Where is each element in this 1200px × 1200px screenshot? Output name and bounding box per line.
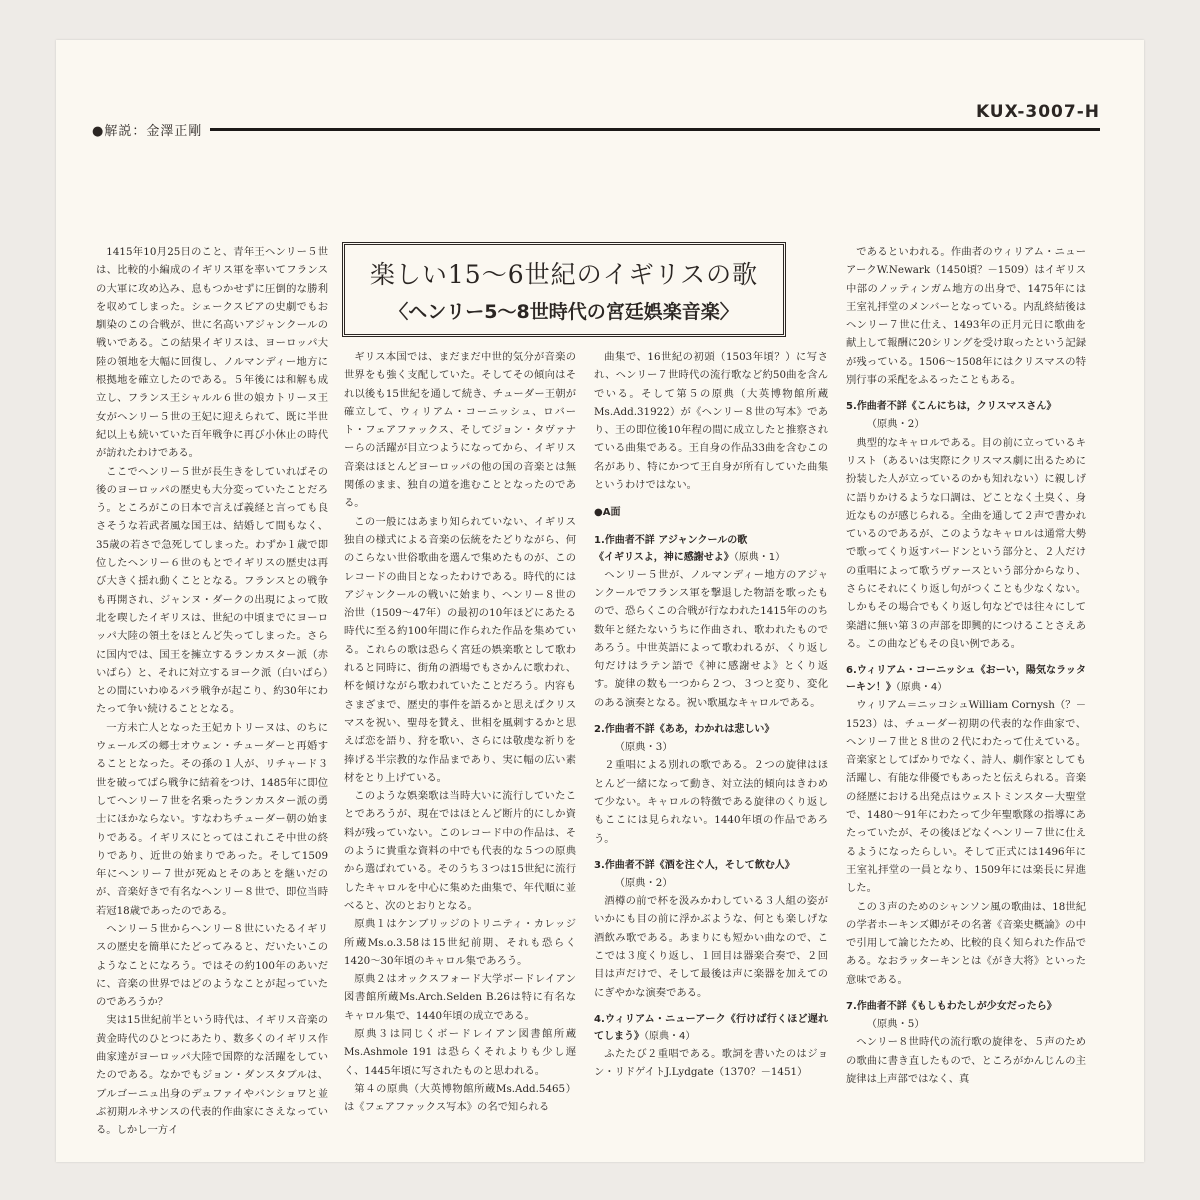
text-column-4: [846, 243, 1086, 1153]
paragraph: この一般にはあまり知られていない、イギリス独自の様式による音楽の伝統をたどりながら、何のこらない世俗歌曲を選んで集めたものが、このレコードの曲目となったわけである。時代的にはアジャンクールの戦いに始まり、ヘンリー８世の治世（1509～47年）の最初の10年ほどにあたる時代に至る約100年間に作られた作品を集めている。これらの歌は恐らく宮廷の娯楽歌として歌われると同時に、街角の酒場でもさかんに歌われ、杯を傾けながら歌われていたことだろう。内容もさまざまで、歴史的事件を語るかと思えばクリスマスを祝い、聖母を賛え、世相を風刺するかと思えば恋を語り、狩を歌い、さらには敬虔な祈りを捧げる半宗教的な作品まであり、実に幅の広い素材をとり上げている。: [344, 515, 576, 784]
track-description: 酒樽の前で杯を汲みかわしている３人組の姿がいかにも目の前に浮かぶような、何とも楽しげな酒飲み歌である。あまりにも短かい曲なので、ここでは３度くり返し、１回目は器楽合奏で、２回目は声だけで、そして最後は声に楽器を加えてのにぎやかな演奏である。: [594, 895, 828, 999]
track-description: ふたたび２重唱である。歌詞を書いたのはジョン・リドゲイトJ.Lydgate（1370？－1451）: [594, 1047, 828, 1079]
paragraph: 原典３は同じくボードレイアン図書館所蔵Ms.Ashmole 191 は恐らくそれよりも少し遅く、1445年頃に写されたものと思われる。: [344, 1027, 576, 1077]
track-source: （原典・2）: [614, 876, 673, 889]
title-box: [342, 242, 786, 337]
track-description: ２重唱による別れの歌である。２つの旋律はほとんど一緒になって動き、対立法的傾向はきわめて少ない。キャロルの特徴である旋律のくり返しもここには見られない。1440年頃の作品であろう。: [594, 759, 828, 845]
track-description: ヘンリー８世時代の流行歌の旋律を、５声のための歌曲に書き直したもので、ところがかんじんの主旋律は上声部ではなく、真: [846, 1036, 1086, 1085]
paragraph: 一方未亡人となった王妃カトリーヌは、のちにウェールズの郷士オウェン・チューダーと再婚することとなった。その孫の１人が、リチャード３世を破ってばら戦争に結着をつけ、1485年に即位してヘンリー７世を名乗ったランカスター派の勇士にほかならない。すなわちチューダー朝の始まりである。イギリスにとってはこれこそ中世の終りであり、近世の始まりであった。そして1509年にヘンリー７世が死ぬとそのあとを継いだのが、音楽好きで有名なヘンリー８世で、即位当時若冠18歳であったのである。: [96, 721, 328, 917]
track-title: 2.作曲者不詳《ああ，わかれは悲しい》: [594, 724, 775, 736]
paragraph: ここでヘンリー５世が長生きをしていればその後のヨーロッパの歴史も大分変っていたことだろう。ところがこの日本で言えば義経と言っても良さそうな若武者風な国王は、結婚して間もなく、35歳の若さで急死してしまった。わずか１歳で即位したヘンリー６世のもとでイギリスの歴史は再び大きく揺れ動くこととなる。フランスとの戦争も再開され、ジャンヌ・ダークの出現によって敗北を喫したイギリスは、世紀の中頃までにヨーロッパ大陸の領土をほとんど失ってしまった。さらに国内では、国王を擁立するランカスター派（赤いばら）と、それに対立するヨーク派（白いばら）との間にいわゆるバラ戦争が起こり、約30年にわたって争い続けることとなる。: [96, 465, 328, 716]
track-title: 5.作曲者不詳《こんにちは，クリスマスさん》: [846, 401, 1057, 413]
paragraph: ヘンリー５世からヘンリー８世にいたるイギリスの歴史を簡単にたどってみると、だいたいこのようなことになろう。ではその約100年のあいだに、音楽の世界ではどのようなことが起っていたのであろうか？: [96, 922, 328, 1009]
commentary-credit: ●解説：金澤正剛: [92, 120, 210, 139]
track-source: （原典・4）: [895, 682, 948, 694]
track-heading-3: [594, 857, 828, 874]
track-source: （原典・1）: [733, 551, 786, 563]
catalog-number: KUX-3007-H: [975, 102, 1100, 122]
paragraph: 1415年10月25日のこと、青年王ヘンリー５世は、比較的小編成のイギリス軍を率いてフランスの大軍に攻め込み、息もつかせずに圧倒的な勝利を収めてしまった。シェークスピアの史劇でもお馴染のこの合戦が、世に名高いアジャンクールの戦いである。この結果イギリスは、ヨーロッパ大陸の領地を大幅に回復し、ノルマンディー地方に根拠地を確立したのである。５年後には和解も成立し、フランス王シャルル６世の娘カトリーヌ王女がヘンリー５世の王妃に迎えられて、既に半世紀以上も続いていた百年戦争に再び小休止の時代が訪れたわけである。: [96, 246, 328, 460]
album-title: 楽しい15～6世紀のイギリスの歌: [369, 260, 759, 289]
track-description: ヘンリー５世が、ノルマンディー地方のアジャンクールでフランス軍を撃退した物語を歌ったもので、恐らくこの合戦が行なわれた1415年ののち数年と経たないうちに作曲され、歌われたものであろう。中世英語によって歌われるが、くり返し句だけはラテン語で《神に感謝せよ》とくり返す。旋律の数も一つから２つ、３つと変り、変化のある演奏となる。祝い歌風なキャロルである。: [594, 568, 828, 709]
paragraph: 原典２はオックスフォード大学ボードレイアン図書館所蔵Ms.Arch.Selden B.26は特に有名なキャロル集で、1440年頃の成立である。: [344, 973, 576, 1022]
header-rule: [96, 128, 1100, 131]
album-subtitle: 〈ヘンリー5～8世時代の宮廷娯楽音楽〉: [389, 301, 739, 323]
track-heading-7: [846, 998, 1086, 1015]
track-heading-6: [846, 662, 1086, 696]
text-column-3: [594, 348, 828, 1153]
track-title: 1.作曲者不詳 アジャンクールの歌: [594, 534, 748, 546]
track-title: 7.作曲者不詳《もしもわたしが少女だったら》: [846, 1000, 1057, 1012]
text-column-1: [96, 243, 328, 1153]
side-a-heading: ●A面: [594, 507, 621, 519]
text-column-2: [344, 348, 576, 1153]
track-heading-1: [594, 532, 828, 566]
track-source: （原典・4）: [644, 1030, 696, 1042]
track-heading-5: [846, 398, 1086, 415]
track-title: 3.作曲者不詳《酒を注ぐ人，そして飲む人》: [594, 859, 795, 871]
track-source: （原典・5）: [866, 1017, 925, 1030]
track-description: ウィリアム＝ニッコシュWilliam Cornysh（？－1523）は、チューダー初期の代表的な作曲家で、ヘンリー７世と８世の２代にわたって仕えている。音楽家としてばかりでなく、詩人、劇作家としても活躍し、有能な俳優でもあったと伝えられる。音楽の経歴における出発点はウェストミンスター大聖堂で、1480～91年にわたって少年聖歌隊の指導にあたっていたが、その後ほどなくヘンリー７世に仕えるようになったらしい。そして正式には1496年に王室礼拝堂の一員となり、1509年には楽長に昇進した。: [846, 699, 1086, 895]
track-title: 4.ウィリアム・ニューアーク《行けば行くほど遅れてしまう》: [594, 1013, 828, 1042]
paragraph: であるといわれる。作曲者のウィリアム・ニューアークW.Newark（1450頃？－1509）はイギリス中部のノッティンガム地方の出身で、1475年には王室礼拝堂のメンバーとなっている。内乱終結後はヘンリー７世に仕え、1493年の正月元日に歌曲を献上して報酬に20シリングを受け取ったという記録が残っている。1506～1508年にはクリスマスの特別行事の采配をふるったこともある。: [846, 246, 1086, 387]
track-source: （原典・3）: [614, 741, 673, 754]
paragraph: ギリス本国では、まだまだ中世的気分が音楽の世界をも強く支配していた。そしてその傾向はそれ以後も15世紀を通して続き、チューダー王朝が確立して、ウィリアム・コーニッシュ、ロバート・フェアファックス、そしてジョン・タヴァナーらの活躍が目立つようになってから、イギリス音楽はほとんどヨーロッパの他の国の音楽とは無関係のまま、独自の道を進むこととなったのである。: [344, 351, 576, 510]
track-source: （原典・2）: [866, 418, 925, 431]
track-heading-2: [594, 721, 828, 738]
paragraph: 第４の原典（大英博物館所蔵Ms.Add.5465）は《フェアファックス写本》の名で知られる: [344, 1082, 576, 1114]
track-heading-4: [594, 1011, 828, 1045]
track-title: 6.ウィリアム・コーニッシュ《おーい，陽気なラッターキン！》: [846, 665, 1086, 694]
track-subtitle: 《イギリスよ，神に感謝せよ》: [594, 551, 734, 563]
liner-notes-sheet: [56, 40, 1144, 1162]
paragraph: このような娯楽歌は当時大いに流行していたことであろうが、現在ではほとんど断片的にしか資料が残っていない。このレコード中の作品は、そのように貴重な資料の中でも代表的な５つの原典から選ばれている。そのうち３つは15世紀に流行したキャロルを中心に集めた曲集で、年代順に並べると、次のとおりとなる。: [344, 790, 576, 912]
paragraph: 実は15世紀前半という時代は、イギリス音楽の黄金時代のひとつにあたり、数多くのイギリス作曲家達がヨーロッパ大陸で国際的な活躍をしていたのである。なかでもジョン・ダンスタブルは、ブルゴーニュ出身のデュファイやバンショワと並ぶ初期ルネサンスの代表的作曲家にさえなっている。しかし一方イ: [96, 1014, 328, 1137]
paragraph: 曲集で、16世紀の初頭（1503年頃？）に写され、ヘンリー７世時代の流行歌など約50曲を含んでいる。そして第５の原典（大英博物館所蔵Ms.Add.31922）が《ヘンリー８世の写本》であり、王の即位後10年程の間に成立したと推察されている曲集である。王自身の作品33曲を含むこの名があり、特にかつて王自身が所有していた曲集というわけではない。: [594, 351, 828, 492]
track-description: 典型的なキャロルである。目の前に立っているキリスト（あるいは実際にクリスマス劇に出るために扮装した人が立っているのかも知れない）に親しげに語りかけるような口調は、どことなく土臭く、身近なものが感じられる。全曲を通して２声で書かれているのであるが、このようなキャロルは通常大勢で歌ってくり返すバードンという部分と、２人だけの重唱によって歌うヴァースという部分からなり、さらにそれにくり返し句がつくことも少なくない。しかもその場合でもくり返し句などでは往々にして楽譜に無い第３の声部を即興的につけることさえある。この曲などもその良い例である。: [846, 436, 1086, 650]
paragraph: 原典１はケンブリッジのトリニティ・カレッジ所蔵Ms.o.3.58は15世紀前期、それも恐らく1420～30年頃のキャロル集であろう。: [344, 918, 576, 967]
track-description: この３声のためのシャンソン風の歌曲は、18世紀の学者ホーキンズ卿がその名著《音楽史概論》の中で引用して論じたため、比較的良く知られた作品である。なおラッターキンとは《がき大将》といった意味である。: [846, 900, 1086, 986]
